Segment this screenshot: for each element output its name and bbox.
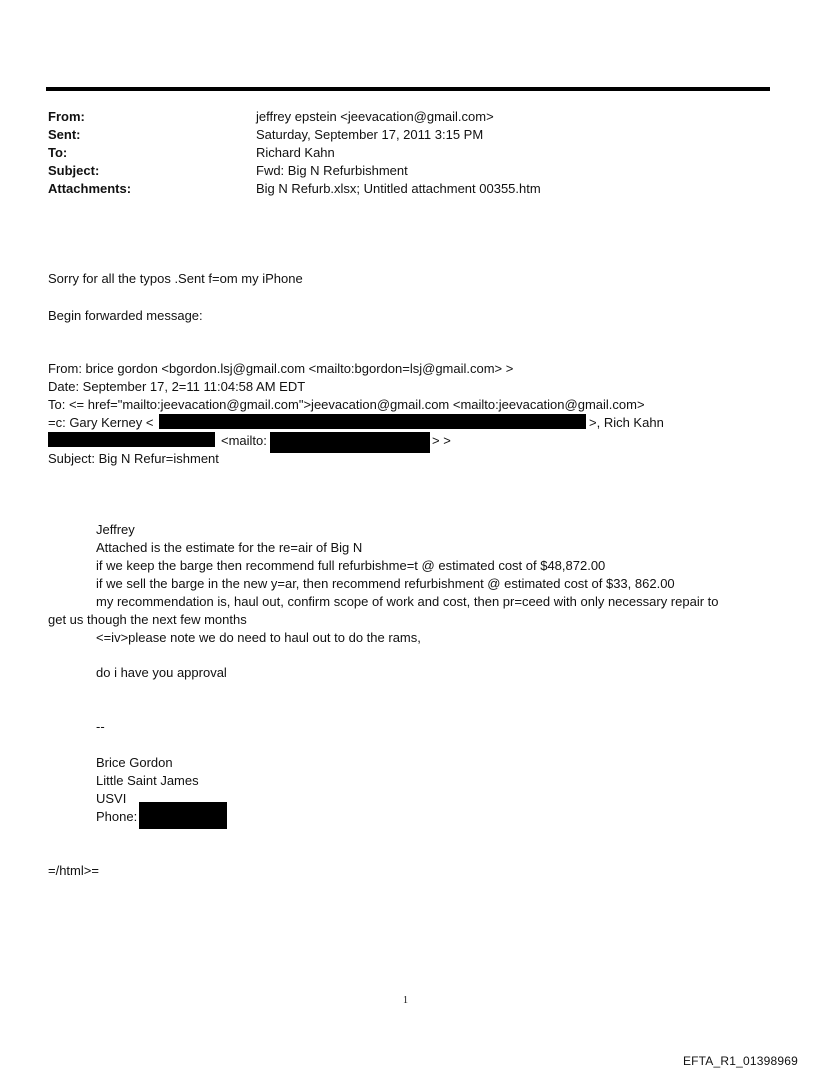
message-line: do i have you approval	[96, 665, 227, 680]
to-value: Richard Kahn	[256, 145, 335, 160]
html-end-line: =/html>=	[48, 863, 99, 878]
signature-phone-label: Phone:	[96, 809, 138, 824]
fwd-mailto-end: > >	[432, 433, 451, 448]
subject-value: Fwd: Big N Refurbishment	[256, 163, 408, 178]
fwd-mailto: <mailto:	[221, 433, 267, 448]
fwd-to-line: To: <= href="mailto:jeevacation@gmail.com">jeevacation@gmail.com <mailto:jeevacation@gmail.com>	[48, 397, 645, 412]
to-label: To:	[48, 145, 68, 160]
message-line: Jeffrey	[96, 522, 135, 537]
message-line: Attached is the estimate for the re=air of Big N	[96, 540, 363, 555]
page-number: 1	[403, 995, 408, 1006]
fwd-subject-line: Subject: Big N Refur=ishment	[48, 451, 219, 466]
signature-region: USVI	[96, 791, 127, 806]
message-line: get us though the next few months	[48, 612, 247, 627]
redaction-bar	[139, 802, 227, 829]
fwd-from-line: From: brice gordon <bgordon.lsj@gmail.com <mailto:bgordon=lsj@gmail.com> >	[48, 361, 514, 376]
header-rule	[46, 87, 770, 91]
forward-line: Begin forwarded message:	[48, 308, 203, 323]
signature-location: Little Saint James	[96, 773, 199, 788]
message-line: my recommendation is, haul out, confirm scope of work and cost, then pr=ceed with only necessary repair to	[96, 594, 719, 609]
fwd-date-line: Date: September 17, 2=11 11:04:58 AM EDT	[48, 379, 306, 394]
attachments-value: Big N Refurb.xlsx; Untitled attachment 00355.htm	[256, 181, 541, 196]
message-line: if we keep the barge then recommend full refurbishme=t @ estimated cost of $48,872.00	[96, 558, 606, 573]
bates-stamp: EFTA_R1_01398969	[682, 1054, 798, 1068]
subject-label: Subject:	[48, 163, 100, 178]
message-line: <=iv>please note we do need to haul out to do the rams,	[96, 630, 421, 645]
redaction-bar	[270, 432, 430, 453]
redaction-bar	[48, 432, 215, 447]
signature-separator: --	[96, 719, 105, 734]
from-value: jeffrey epstein <jeevacation@gmail.com>	[256, 109, 494, 124]
fwd-cc-end: >, Rich Kahn	[589, 415, 664, 430]
fwd-cc-start: =c: Gary Kerney <	[48, 415, 154, 430]
signature-name: Brice Gordon	[96, 755, 173, 770]
message-line: if we sell the barge in the new y=ar, then recommend refurbishment @ estimated cost of $33, 862.00	[96, 576, 675, 591]
attachments-label: Attachments:	[48, 181, 132, 196]
typos-line: Sorry for all the typos .Sent f=om my iPhone	[48, 271, 303, 286]
from-label: From:	[48, 109, 85, 124]
redaction-bar	[159, 414, 586, 429]
sent-value: Saturday, September 17, 2011 3:15 PM	[256, 127, 484, 142]
sent-label: Sent:	[48, 127, 81, 142]
